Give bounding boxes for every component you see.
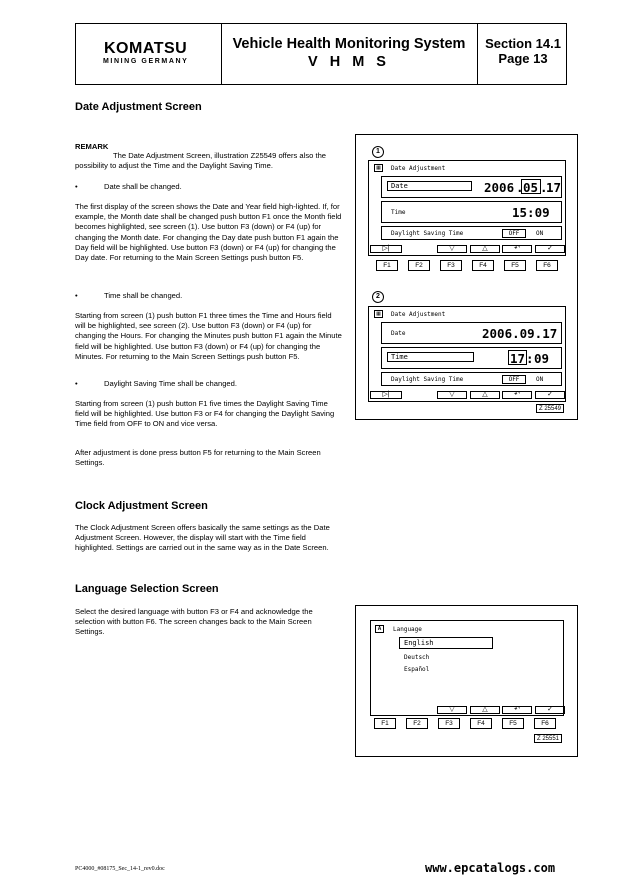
hour-value[interactable]: 17 [510, 351, 526, 366]
back-button[interactable]: ↶ [502, 706, 532, 714]
time-value[interactable]: 15:09 [512, 205, 550, 220]
bullet-dot: • [75, 291, 78, 300]
clock-heading: Clock Adjustment Screen [75, 500, 208, 512]
dst-row[interactable] [381, 372, 562, 386]
dst-label: Daylight Saving Time [391, 376, 464, 383]
language-screen [370, 620, 564, 716]
dst-paragraph: Starting from screen (1) push button F1 five times the Daylight Saving Time field will be highlighted. Use button F3 or F4 for changing the Daylight Saving Time field from OFF to ON and vice versa. [75, 399, 335, 429]
back-button[interactable]: ↶ [502, 391, 532, 399]
next-field-button[interactable]: ▷| [370, 391, 402, 399]
dst-off-option[interactable]: OFF [502, 375, 526, 384]
date-separator: . [516, 180, 524, 195]
f6-key[interactable]: F6 [536, 260, 558, 271]
screen-2-title: Date Adjustment [391, 311, 446, 318]
f4-key[interactable]: F4 [470, 718, 492, 729]
up-button[interactable]: △ [470, 245, 500, 253]
next-field-button[interactable]: ▷| [370, 245, 402, 253]
footer-watermark: www.epcatalogs.com [425, 861, 556, 875]
bullet-time: Time shall be changed. [104, 291, 183, 300]
screen-2 [368, 306, 566, 402]
language-option-deutsch[interactable]: Deutsch [404, 654, 430, 661]
dst-row[interactable] [381, 226, 562, 240]
calendar-icon: ▦ [374, 164, 383, 172]
date-label: Date [391, 182, 408, 190]
down-button[interactable]: ▽ [437, 391, 467, 399]
f5-key[interactable]: F5 [504, 260, 526, 271]
language-option-english[interactable]: English [404, 639, 434, 647]
logo-cell [76, 24, 222, 84]
f6-key[interactable]: F6 [534, 718, 556, 729]
time-row[interactable] [381, 347, 562, 369]
date-value[interactable]: 2006.09.17 [482, 326, 558, 341]
section-number: Section 14.1 [485, 36, 561, 51]
bullet-dot: • [75, 379, 78, 388]
f1-key[interactable]: F1 [374, 718, 396, 729]
year-value[interactable]: 2006 [484, 180, 515, 195]
time-row[interactable] [381, 201, 562, 223]
ok-button[interactable]: ✓ [535, 706, 565, 714]
down-button[interactable]: ▽ [437, 706, 467, 714]
screen-1-marker: 1 [372, 146, 384, 158]
back-button[interactable]: ↶ [502, 245, 532, 253]
dst-on-option[interactable]: ON [536, 230, 544, 237]
page-number: Page 13 [498, 51, 548, 66]
f3-key[interactable]: F3 [438, 718, 460, 729]
calendar-icon: ▦ [374, 310, 383, 318]
f2-key[interactable]: F2 [406, 718, 428, 729]
day-value[interactable]: 17 [546, 180, 562, 195]
after-adjust-paragraph: After adjustment is done press button F5 for returning to the Main Screen Settings. [75, 448, 321, 468]
time-label: Time [391, 353, 408, 361]
page-header [75, 23, 567, 85]
language-screen-title: Language [393, 626, 422, 633]
document-title: Vehicle Health Monitoring System [232, 36, 466, 52]
ok-button[interactable]: ✓ [535, 391, 565, 399]
bullet-date: Date shall be changed. [104, 182, 182, 191]
date-separator: . [540, 180, 548, 195]
company-logo: KOMATSU [104, 40, 188, 57]
f2-key[interactable]: F2 [408, 260, 430, 271]
remark-label: REMARK [75, 142, 109, 151]
section-cell [477, 24, 568, 84]
time-separator: : [526, 351, 534, 366]
footer-document-name: PC4000_#08175_Sec_14-1_rev0.doc [75, 866, 165, 872]
dst-off-option[interactable]: OFF [502, 229, 526, 238]
f5-key[interactable]: F5 [502, 718, 524, 729]
bullet-dot: • [75, 182, 78, 191]
figure-reference: Z 25549 [536, 404, 564, 413]
minute-value[interactable]: 09 [534, 351, 550, 366]
language-heading: Language Selection Screen [75, 583, 219, 595]
date-row[interactable] [381, 176, 562, 198]
screen-2-marker: 2 [372, 291, 384, 303]
up-button[interactable]: △ [470, 706, 500, 714]
date-adjustment-figure [355, 134, 578, 420]
date-paragraph: The first display of the screen shows the Date and Year field high-lighted. If, for example, the Month date shall be changed push button F1 once the Month field becomes highlighted, see screen (1). Use button F3 (down) or F4 (up) for changing the Month date. For changing the Day date push button F1 again the Day field will be highlighted. Use button F3 (down) or F4 (up) for changing the Day date. For returning to the Main Screen Settings push button F5. [75, 202, 342, 263]
date-heading: Date Adjustment Screen [75, 101, 202, 113]
company-logo-sub: MINING GERMANY [103, 58, 189, 65]
clock-paragraph: The Clock Adjustment Screen offers basically the same settings as the Date Adjustment Screen. However, the display will start with the Time field highlighted. Settings are carried out in the same way as in the Date Screen. [75, 523, 330, 553]
remark-text: The Date Adjustment Screen, illustration Z25549 offers also the possibility to adjust the Time and the Daylight Saving Time. [75, 151, 327, 171]
f3-key[interactable]: F3 [440, 260, 462, 271]
language-paragraph: Select the desired language with button F3 or F4 and acknowledge the selection with button F6. The screen changes back to the Main Screen Settings. [75, 607, 313, 637]
bullet-dst: Daylight Saving Time shall be changed. [104, 379, 237, 388]
month-value[interactable]: 05 [523, 180, 539, 195]
down-button[interactable]: ▽ [437, 245, 467, 253]
ok-button[interactable]: ✓ [535, 245, 565, 253]
language-option-espanol[interactable]: Español [404, 666, 430, 673]
language-icon: A [375, 625, 384, 633]
up-button[interactable]: △ [470, 391, 500, 399]
date-label: Date [391, 330, 406, 337]
f1-key[interactable]: F1 [376, 260, 398, 271]
time-paragraph: Starting from screen (1) push button F1 three times the Time and Hours field will be highlighted, see screen (2). Use button F3 (down) or F4 (up) for changing the Hours. For changing the Minutes push button F1 again the Minute field will be highlighted. Use button F3 (down) or F4 (up) for changing the Minutes. For returning to the Main Screen Settings push button F5. [75, 311, 342, 361]
date-row[interactable] [381, 322, 562, 344]
f4-key[interactable]: F4 [472, 260, 494, 271]
dst-on-option[interactable]: ON [536, 376, 544, 383]
screen-1 [368, 160, 566, 256]
figure-reference: Z 25551 [534, 734, 562, 743]
document-subtitle: V H M S [308, 54, 390, 70]
time-label: Time [391, 209, 406, 216]
screen-1-title: Date Adjustment [391, 165, 446, 172]
dst-label: Daylight Saving Time [391, 230, 464, 237]
language-figure [355, 605, 578, 757]
